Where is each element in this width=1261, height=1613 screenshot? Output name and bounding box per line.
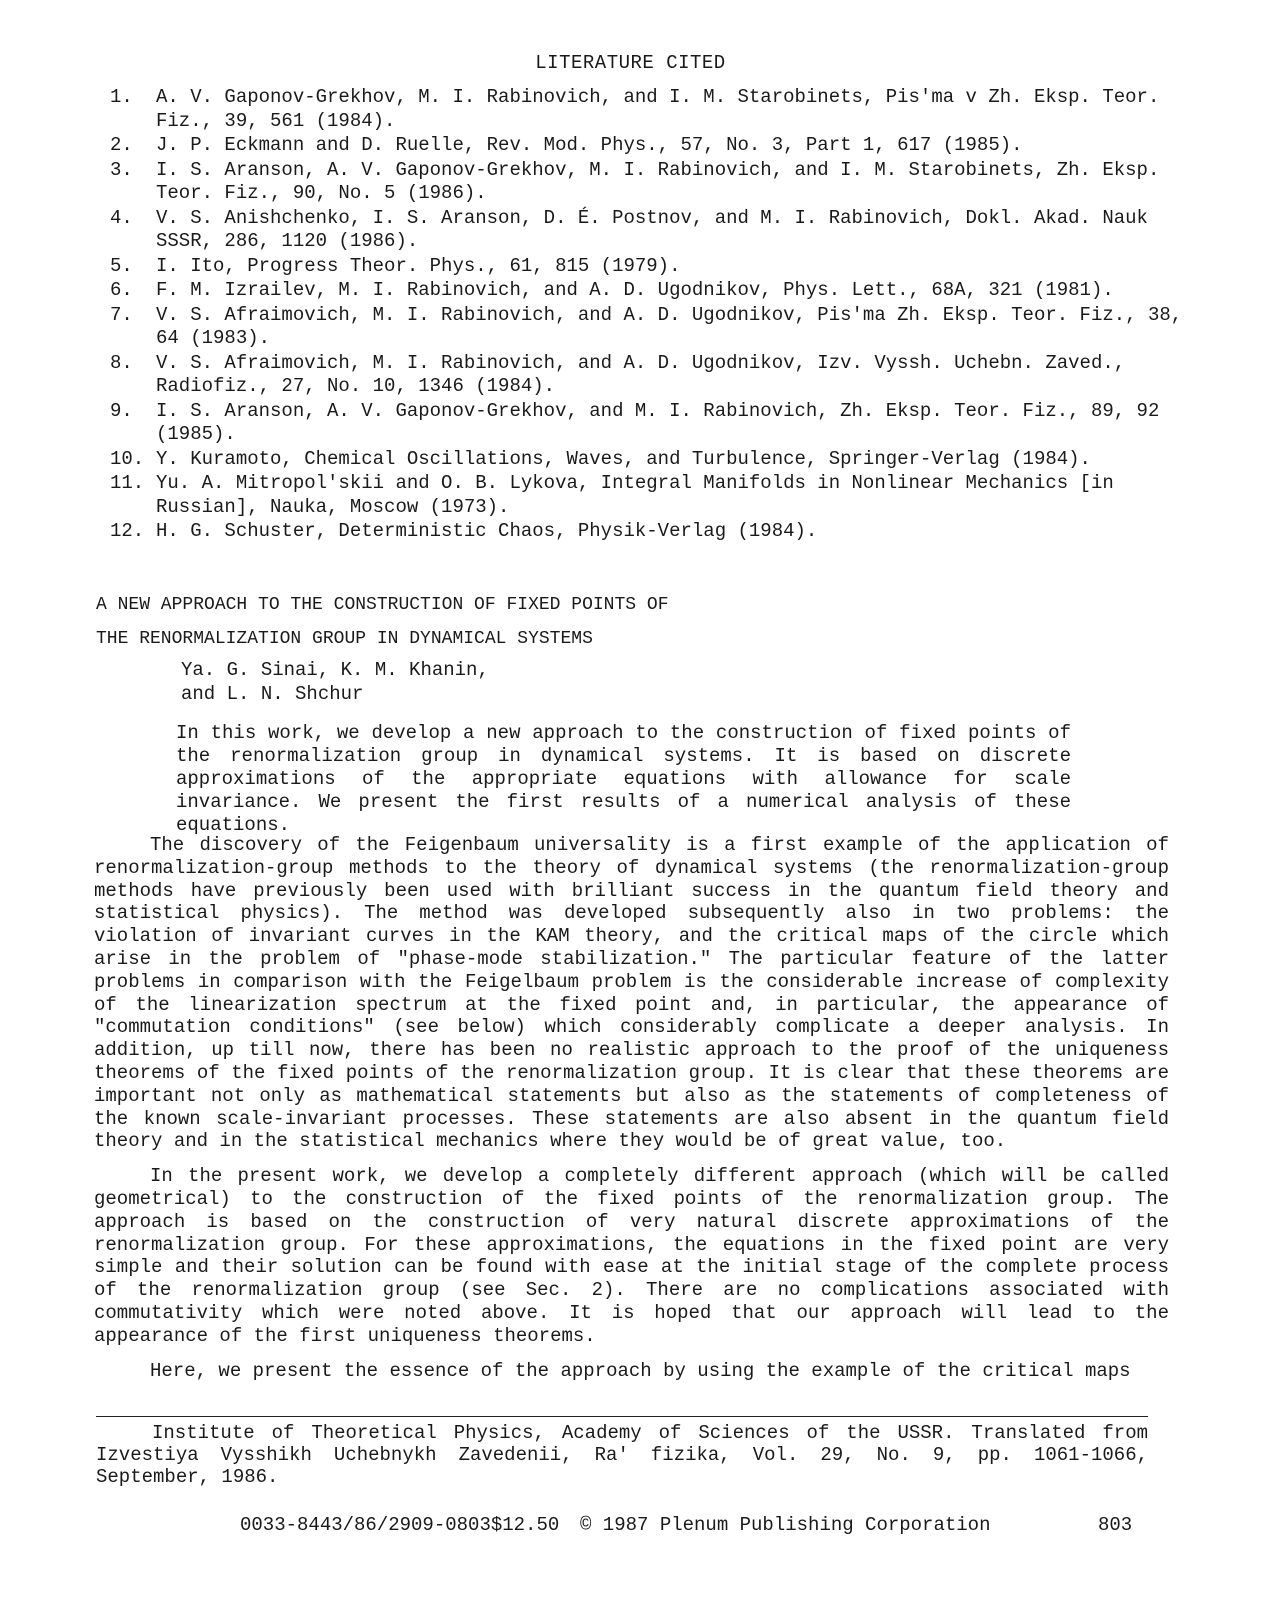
reference-number: 10.	[110, 447, 145, 470]
body-paragraph: The discovery of the Feigenbaum universality is a first example of the application of renormalization-group methods to the theory of dynamical systems (the renormalization-group methods have previously been used with brilliant success in the quantum field theory and statistical physics). The method was developed subsequently also in two problems: the violation of invariant curves in the KAM theory, and the critical maps of the circle which arise in the problem of "phase-mode stabilization." The particular feature of the latter problems in comparison with the Feigelbaum problem is the considerable increase of complexity of the linearization spectrum at the fixed point and, in particular, the appearance of "commutation conditions" (see below) which considerably complicate a deeper analysis. In addition, up till now, there has been no realistic approach to the proof of the uniqueness theorems of the fixed points of the renormalization group. It is clear that these theorems are important not only as mathematical statements but also as the statements of completeness of the known scale-invariant processes. These statements are also absent in the quantum field theory and in the statistical mechanics where they would be of great value, too.	[94, 834, 1169, 1153]
literature-cited-heading: LITERATURE CITED	[535, 52, 726, 74]
reference-text: Yu. A. Mitropol'skii and O. B. Lykova, Integral Manifolds in Nonlinear Mechanics [in Russian], Nauka, Moscow (1973).	[156, 472, 1114, 518]
reference-number: 8.	[110, 351, 133, 374]
affiliation-footnote: Institute of Theoretical Physics, Academy of Sciences of the USSR. Translated from Izvestiya Vysshikh Uchebnykh Zavedenii, Ra' fizika, Vol. 29, No. 9, pp. 1061-1066, September, 1986.	[96, 1422, 1148, 1488]
reference-item	[110, 134, 1190, 158]
reference-item	[110, 159, 1190, 206]
article-code: 0033-8443/86/2909-0803$12.50	[240, 1514, 560, 1536]
authors-line: Ya. G. Sinai, K. M. Khanin,	[181, 659, 489, 681]
reference-text: Y. Kuramoto, Chemical Oscillations, Waves, and Turbulence, Springer-Verlag (1984).	[156, 447, 1091, 470]
reference-number: 12.	[110, 520, 145, 542]
reference-number: 9.	[110, 399, 133, 422]
reference-number: 7.	[110, 303, 133, 326]
reference-text: A. V. Gaponov-Grekhov, M. I. Rabinovich, and I. M. Starobinets, Pis'ma v Zh. Eksp. Teor. Fiz., 39, 561 (1984).	[156, 86, 1160, 132]
reference-item	[110, 472, 1190, 519]
reference-text: J. P. Eckmann and D. Ruelle, Rev. Mod. Phys., 57, No. 3, Part 1, 617 (1985).	[156, 134, 1023, 156]
article-abstract: In this work, we develop a new approach to the construction of fixed points of the renormalization group in dynamical systems. It is based on discrete approximations of the appropriate equations with allowance for scale invariance. We present the first results of a numerical analysis of these equations.	[176, 722, 1071, 836]
reference-list	[110, 86, 1190, 545]
reference-number: 4.	[110, 206, 133, 229]
reference-text: H. G. Schuster, Deterministic Chaos, Physik-Verlag (1984).	[156, 520, 818, 542]
article-title	[96, 588, 669, 656]
article-body	[94, 834, 1169, 1394]
reference-item	[110, 448, 1190, 472]
reference-item	[110, 86, 1190, 133]
body-paragraph: Here, we present the essence of the approach by using the example of the critical maps	[150, 1359, 1131, 1382]
reference-item	[110, 255, 1190, 279]
article-title-line: THE RENORMALIZATION GROUP IN DYNAMICAL SYSTEMS	[96, 629, 593, 649]
article-title-line: A NEW APPROACH TO THE CONSTRUCTION OF FIXED POINTS OF	[96, 595, 669, 615]
reference-text: I. Ito, Progress Theor. Phys., 61, 815 (1979).	[156, 254, 681, 277]
reference-text: V. S. Afraimovich, M. I. Rabinovich, and A. D. Ugodnikov, Izv. Vyssh. Uchebn. Zaved., Radiofiz., 27, No. 10, 1346 (1984).	[156, 351, 1126, 397]
body-paragraph: In the present work, we develop a completely different approach (which will be called geometrical) to the construction of the fixed points of the renormalization group. The approach is based on the construction of very natural discrete approximations of the renormalization group. For these approximations, the equations in the fixed point are very simple and their solution can be found with ease at the initial stage of the complete process of the renormalization group (see Sec. 2). There are no complications associated with commutativity which were noted above. It is hoped that our approach will lead to the appearance of the first uniqueness theorems.	[94, 1165, 1169, 1347]
article-authors	[181, 658, 489, 706]
reference-item	[110, 304, 1190, 351]
reference-text: V. S. Afraimovich, M. I. Rabinovich, and A. D. Ugodnikov, Pis'ma Zh. Eksp. Teor. Fiz., 38, 64 (1983).	[156, 303, 1183, 349]
footnote-divider	[96, 1416, 1148, 1417]
page-number: 803	[1098, 1514, 1133, 1536]
reference-number: 6.	[110, 279, 133, 301]
reference-item	[110, 520, 1190, 544]
reference-text: V. S. Anishchenko, I. S. Aranson, D. É. Postnov, and M. I. Rabinovich, Dokl. Akad. Nauk SSSR, 286, 1120 (1986).	[156, 206, 1148, 252]
reference-text: I. S. Aranson, A. V. Gaponov-Grekhov, M. I. Rabinovich, and I. M. Starobinets, Zh. Eksp. Teor. Fiz., 90, No. 5 (1986).	[156, 158, 1160, 204]
reference-item	[110, 400, 1190, 447]
reference-item	[110, 279, 1190, 303]
reference-number: 5.	[110, 254, 133, 277]
reference-item	[110, 207, 1190, 254]
reference-number: 1.	[110, 86, 133, 108]
reference-text: I. S. Aranson, A. V. Gaponov-Grekhov, and M. I. Rabinovich, Zh. Eksp. Teor. Fiz., 89, 92 (1985).	[156, 399, 1160, 445]
page-footer	[0, 1514, 1261, 1540]
reference-text: F. M. Izrailev, M. I. Rabinovich, and A. D. Ugodnikov, Phys. Lett., 68A, 321 (1981).	[156, 279, 1114, 301]
copyright-notice: © 1987 Plenum Publishing Corporation	[580, 1514, 991, 1536]
reference-item	[110, 352, 1190, 399]
reference-number: 2.	[110, 134, 133, 156]
reference-number: 11.	[110, 472, 145, 494]
reference-number: 3.	[110, 158, 133, 181]
authors-line: and L. N. Shchur	[181, 683, 364, 705]
